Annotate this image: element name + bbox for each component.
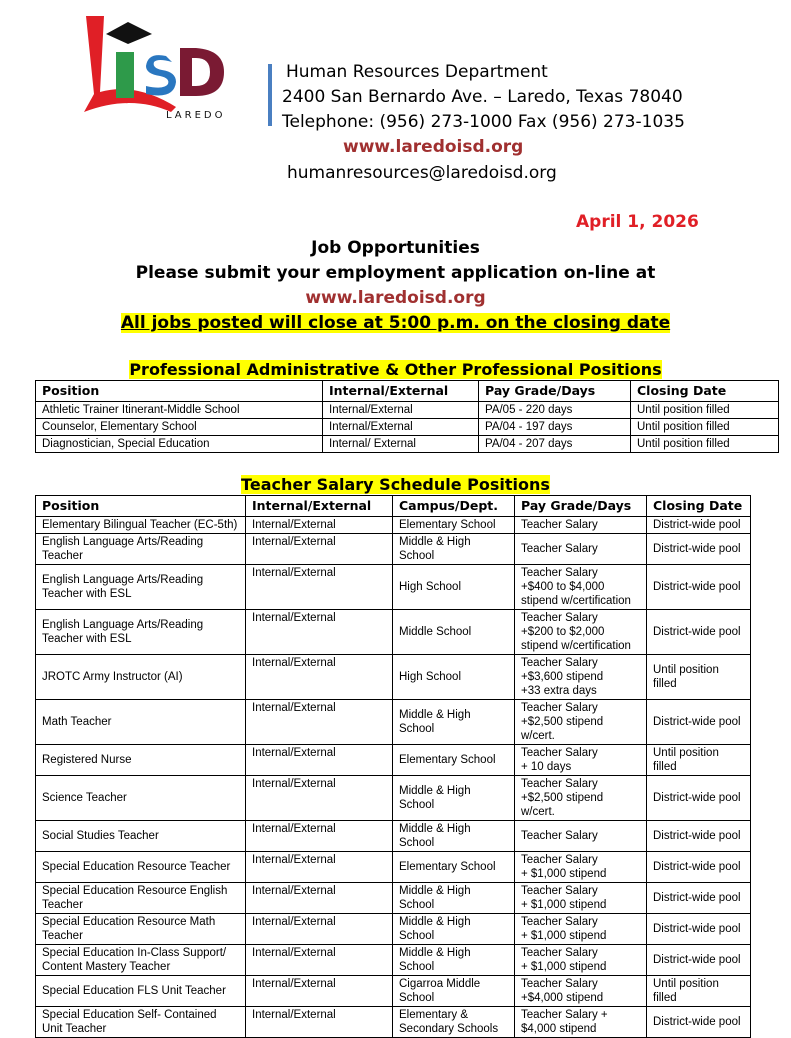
table-cell: Middle School	[393, 610, 515, 655]
table-cell: Teacher Salary +$4,000 stipend	[515, 976, 647, 1007]
table-cell: Until position filled	[631, 436, 779, 453]
table-cell: JROTC Army Instructor (AI)	[36, 655, 246, 700]
table-cell: Internal/External	[246, 1007, 393, 1038]
table-cell: Internal/External	[246, 700, 393, 745]
table-cell: Internal/External	[246, 610, 393, 655]
table-cell: Special Education Self- Contained Unit Teacher	[36, 1007, 246, 1038]
column-header: Internal/External	[246, 496, 393, 517]
table-cell: Middle & High School	[393, 700, 515, 745]
table-cell: Until position filled	[647, 655, 751, 700]
table-cell: Special Education FLS Unit Teacher	[36, 976, 246, 1007]
professional-title: Professional Administrative & Other Professional Positions	[129, 360, 662, 379]
table-cell: Elementary School	[393, 745, 515, 776]
table-cell: Special Education In-Class Support/ Content Mastery Teacher	[36, 945, 246, 976]
table-cell: Internal/External	[246, 565, 393, 610]
table-cell: Registered Nurse	[36, 745, 246, 776]
table-cell: Internal/External	[246, 534, 393, 565]
table-cell: District-wide pool	[647, 517, 751, 534]
table-cell: Until position filled	[631, 402, 779, 419]
table-cell: Internal/ External	[323, 436, 479, 453]
table-cell: District-wide pool	[647, 914, 751, 945]
table-row	[36, 914, 751, 945]
table-cell: District-wide pool	[647, 945, 751, 976]
table-cell: Elementary Bilingual Teacher (EC-5th)	[36, 517, 246, 534]
table-cell: Special Education Resource Teacher	[36, 852, 246, 883]
table-cell: PA/04 - 197 days	[479, 419, 631, 436]
table-cell: Teacher Salary + 10 days	[515, 745, 647, 776]
table-row	[36, 655, 751, 700]
table-cell: Middle & High School	[393, 883, 515, 914]
table-row	[36, 1007, 751, 1038]
table-cell: Science Teacher	[36, 776, 246, 821]
table-cell: Teacher Salary	[515, 517, 647, 534]
column-header: Internal/External	[323, 381, 479, 402]
job-title: Job Opportunities	[311, 238, 480, 258]
table-cell: Middle & High School	[393, 821, 515, 852]
table-cell: Until position filled	[647, 745, 751, 776]
table-cell: PA/04 - 207 days	[479, 436, 631, 453]
table-row	[36, 534, 751, 565]
table-cell: English Language Arts/Reading Teacher with ESL	[36, 610, 246, 655]
table-cell: District-wide pool	[647, 776, 751, 821]
address: 2400 San Bernardo Ave. – Laredo, Texas 78040	[282, 87, 683, 107]
hr-department: Human Resources Department	[286, 62, 548, 82]
table-cell: Teacher Salary + $1,000 stipend	[515, 852, 647, 883]
table-cell: Counselor, Elementary School	[36, 419, 323, 436]
table-cell: Internal/External	[246, 776, 393, 821]
table-cell: Internal/External	[246, 914, 393, 945]
submit-line: Please submit your employment application on-line at	[135, 263, 656, 283]
table-cell: Internal/External	[246, 852, 393, 883]
table-cell: Teacher Salary	[515, 534, 647, 565]
table-cell: District-wide pool	[647, 534, 751, 565]
table-cell: Internal/External	[246, 517, 393, 534]
table-cell: Teacher Salary +$200 to $2,000 stipend w/certification	[515, 610, 647, 655]
table-row	[36, 700, 751, 745]
table-cell: Internal/External	[323, 419, 479, 436]
table-row	[36, 419, 779, 436]
table-row	[36, 436, 779, 453]
table-row	[36, 402, 779, 419]
table-cell: Internal/External	[323, 402, 479, 419]
teacher-title: Teacher Salary Schedule Positions	[241, 475, 550, 494]
table-cell: Elementary School	[393, 517, 515, 534]
table-row	[36, 776, 751, 821]
table-row	[36, 976, 751, 1007]
table-row	[36, 883, 751, 914]
table-cell: District-wide pool	[647, 821, 751, 852]
professional-table	[35, 380, 779, 453]
table-cell: Internal/External	[246, 976, 393, 1007]
intro-website-link[interactable]: www.laredoisd.org	[305, 288, 486, 308]
table-row	[36, 517, 751, 534]
table-row	[36, 821, 751, 852]
table-cell: Until position filled	[631, 419, 779, 436]
table-cell: Teacher Salary +$2,500 stipend w/cert.	[515, 700, 647, 745]
table-cell: Middle & High School	[393, 914, 515, 945]
table-cell: Elementary School	[393, 852, 515, 883]
table-row	[36, 610, 751, 655]
table-cell: Middle & High School	[393, 776, 515, 821]
table-cell: Middle & High School	[393, 945, 515, 976]
table-cell: Elementary & Secondary Schools	[393, 1007, 515, 1038]
logo-laredo: LAREDO	[166, 110, 226, 121]
table-cell: Teacher Salary +$2,500 stipend w/cert.	[515, 776, 647, 821]
table-cell: Teacher Salary + $1,000 stipend	[515, 945, 647, 976]
column-header: Campus/Dept.	[393, 496, 515, 517]
table-cell: Teacher Salary + $1,000 stipend	[515, 883, 647, 914]
table-cell: English Language Arts/Reading Teacher	[36, 534, 246, 565]
teacher-table	[35, 495, 751, 1038]
table-cell: Teacher Salary + $1,000 stipend	[515, 914, 647, 945]
column-header: Pay Grade/Days	[479, 381, 631, 402]
column-header: Closing Date	[631, 381, 779, 402]
column-header: Position	[36, 496, 246, 517]
table-cell: Teacher Salary +$3,600 stipend +33 extra days	[515, 655, 647, 700]
table-cell: Internal/External	[246, 821, 393, 852]
table-cell: High School	[393, 565, 515, 610]
website-link[interactable]: www.laredoisd.org	[343, 137, 524, 157]
table-row	[36, 852, 751, 883]
table-cell: Middle & High School	[393, 534, 515, 565]
column-header: Pay Grade/Days	[515, 496, 647, 517]
table-cell: Diagnostician, Special Education	[36, 436, 323, 453]
table-cell: District-wide pool	[647, 852, 751, 883]
closing-notice: All jobs posted will close at 5:00 p.m. on the closing date	[120, 313, 671, 333]
table-cell: Math Teacher	[36, 700, 246, 745]
table-cell: District-wide pool	[647, 610, 751, 655]
table-cell: Cigarroa Middle School	[393, 976, 515, 1007]
table-cell: Internal/External	[246, 745, 393, 776]
table-cell: Internal/External	[246, 945, 393, 976]
table-cell: Special Education Resource English Teacher	[36, 883, 246, 914]
lisd-logo	[76, 12, 236, 124]
table-cell: District-wide pool	[647, 700, 751, 745]
table-cell: Teacher Salary +$400 to $4,000 stipend w/certification	[515, 565, 647, 610]
phone: Telephone: (956) 273-1000 Fax (956) 273-1035	[282, 112, 685, 132]
table-cell: Internal/External	[246, 655, 393, 700]
table-cell: Social Studies Teacher	[36, 821, 246, 852]
email-link[interactable]: humanresources@laredoisd.org	[287, 163, 557, 183]
table-cell: English Language Arts/Reading Teacher with ESL	[36, 565, 246, 610]
table-cell: District-wide pool	[647, 883, 751, 914]
table-cell: PA/05 - 220 days	[479, 402, 631, 419]
table-cell: Until position filled	[647, 976, 751, 1007]
table-cell: Athletic Trainer Itinerant-Middle School	[36, 402, 323, 419]
table-cell: Teacher Salary	[515, 821, 647, 852]
date: April 1, 2026	[576, 212, 699, 232]
column-header: Closing Date	[647, 496, 751, 517]
table-cell: Special Education Resource Math Teacher	[36, 914, 246, 945]
table-cell: District-wide pool	[647, 565, 751, 610]
column-header: Position	[36, 381, 323, 402]
table-cell: District-wide pool	[647, 1007, 751, 1038]
table-row	[36, 945, 751, 976]
divider	[268, 64, 272, 126]
table-cell: Teacher Salary + $4,000 stipend	[515, 1007, 647, 1038]
table-row	[36, 745, 751, 776]
table-row	[36, 565, 751, 610]
table-cell: Internal/External	[246, 883, 393, 914]
table-cell: High School	[393, 655, 515, 700]
